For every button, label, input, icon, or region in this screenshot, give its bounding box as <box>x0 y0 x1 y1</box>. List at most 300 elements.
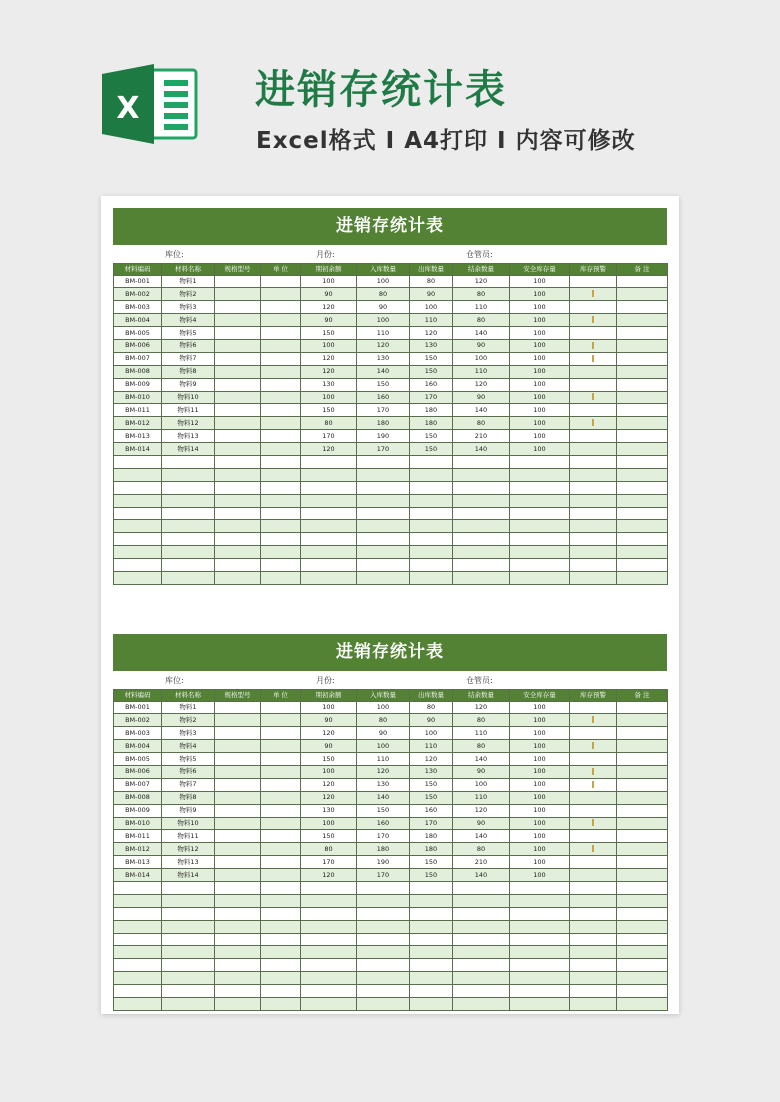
table-cell[interactable] <box>357 494 410 507</box>
table-cell[interactable] <box>215 907 261 920</box>
table-cell[interactable] <box>570 972 617 985</box>
table-cell[interactable] <box>617 804 668 817</box>
table-cell[interactable] <box>215 455 261 468</box>
table-cell[interactable] <box>261 804 301 817</box>
table-cell[interactable] <box>261 830 301 843</box>
table-cell[interactable] <box>261 455 301 468</box>
table-cell[interactable] <box>410 907 453 920</box>
table-cell[interactable]: BM-007 <box>114 352 162 365</box>
table-cell[interactable]: 140 <box>357 365 410 378</box>
table-cell[interactable] <box>410 881 453 894</box>
table-cell[interactable]: 180 <box>357 843 410 856</box>
table-cell[interactable]: 80 <box>453 288 510 301</box>
table-cell[interactable]: 100 <box>301 817 357 830</box>
table-cell[interactable]: 180 <box>410 417 453 430</box>
table-cell[interactable]: 90 <box>453 339 510 352</box>
table-cell[interactable]: BM-013 <box>114 856 162 869</box>
table-cell[interactable] <box>617 843 668 856</box>
table-cell[interactable]: 物料13 <box>162 856 215 869</box>
table-cell[interactable] <box>570 365 617 378</box>
table-cell[interactable] <box>617 571 668 584</box>
table-cell[interactable] <box>617 881 668 894</box>
table-cell[interactable] <box>357 520 410 533</box>
table-cell[interactable] <box>261 946 301 959</box>
table-cell[interactable]: BM-002 <box>114 714 162 727</box>
table-cell[interactable] <box>114 920 162 933</box>
table-cell[interactable]: 120 <box>357 765 410 778</box>
table-cell[interactable] <box>215 856 261 869</box>
table-cell[interactable]: 100 <box>510 275 570 288</box>
table-cell[interactable] <box>215 571 261 584</box>
table-cell[interactable] <box>510 933 570 946</box>
table-cell[interactable] <box>261 533 301 546</box>
table-cell[interactable]: 100 <box>510 727 570 740</box>
table-cell[interactable] <box>357 997 410 1010</box>
table-cell[interactable]: 110 <box>453 301 510 314</box>
table-cell[interactable]: 170 <box>410 391 453 404</box>
table-cell[interactable]: 物料13 <box>162 430 215 443</box>
table-cell[interactable] <box>301 571 357 584</box>
table-cell[interactable]: 物料7 <box>162 778 215 791</box>
table-cell[interactable]: 180 <box>410 830 453 843</box>
table-cell[interactable] <box>453 933 510 946</box>
table-cell[interactable]: BM-009 <box>114 804 162 817</box>
table-cell[interactable] <box>261 443 301 456</box>
table-cell[interactable]: 90 <box>301 740 357 753</box>
table-cell[interactable]: 物料3 <box>162 727 215 740</box>
table-cell[interactable]: 100 <box>510 740 570 753</box>
table-cell[interactable] <box>162 997 215 1010</box>
table-cell[interactable] <box>357 571 410 584</box>
table-cell[interactable]: 100 <box>357 701 410 714</box>
table-cell[interactable]: 140 <box>453 404 510 417</box>
table-cell[interactable] <box>162 920 215 933</box>
table-cell[interactable] <box>570 443 617 456</box>
table-cell[interactable] <box>410 946 453 959</box>
table-cell[interactable]: 90 <box>357 727 410 740</box>
table-cell[interactable] <box>357 468 410 481</box>
table-cell[interactable] <box>570 778 617 791</box>
table-cell[interactable] <box>410 920 453 933</box>
table-cell[interactable]: BM-014 <box>114 869 162 882</box>
table-cell[interactable]: 100 <box>510 288 570 301</box>
table-cell[interactable] <box>261 920 301 933</box>
table-cell[interactable]: 100 <box>510 404 570 417</box>
table-cell[interactable]: 90 <box>301 314 357 327</box>
table-cell[interactable] <box>114 468 162 481</box>
table-cell[interactable] <box>570 314 617 327</box>
table-cell[interactable] <box>215 417 261 430</box>
table-cell[interactable] <box>261 997 301 1010</box>
table-cell[interactable] <box>617 443 668 456</box>
table-cell[interactable] <box>570 714 617 727</box>
table-cell[interactable] <box>570 404 617 417</box>
table-cell[interactable]: 100 <box>510 714 570 727</box>
table-cell[interactable]: BM-013 <box>114 430 162 443</box>
table-cell[interactable] <box>215 507 261 520</box>
table-cell[interactable]: 物料8 <box>162 365 215 378</box>
table-cell[interactable]: 物料8 <box>162 791 215 804</box>
table-cell[interactable]: 120 <box>357 339 410 352</box>
table-cell[interactable]: 90 <box>453 817 510 830</box>
table-cell[interactable]: BM-011 <box>114 830 162 843</box>
table-cell[interactable] <box>261 546 301 559</box>
table-cell[interactable] <box>617 546 668 559</box>
table-cell[interactable] <box>261 327 301 340</box>
table-cell[interactable]: 100 <box>510 778 570 791</box>
table-cell[interactable] <box>617 339 668 352</box>
table-cell[interactable] <box>617 817 668 830</box>
table-cell[interactable]: 150 <box>410 352 453 365</box>
table-cell[interactable]: 190 <box>357 430 410 443</box>
table-cell[interactable] <box>617 920 668 933</box>
table-cell[interactable] <box>114 881 162 894</box>
table-cell[interactable] <box>617 430 668 443</box>
table-cell[interactable] <box>301 997 357 1010</box>
table-cell[interactable] <box>570 546 617 559</box>
table-cell[interactable] <box>570 946 617 959</box>
table-cell[interactable]: 140 <box>453 830 510 843</box>
table-cell[interactable] <box>215 765 261 778</box>
table-cell[interactable] <box>301 455 357 468</box>
table-cell[interactable]: 110 <box>410 314 453 327</box>
table-cell[interactable] <box>510 546 570 559</box>
table-cell[interactable] <box>261 843 301 856</box>
table-cell[interactable]: 物料9 <box>162 804 215 817</box>
table-cell[interactable]: 150 <box>410 869 453 882</box>
table-cell[interactable] <box>261 907 301 920</box>
table-cell[interactable]: 140 <box>453 327 510 340</box>
table-cell[interactable]: 150 <box>301 830 357 843</box>
table-cell[interactable] <box>410 972 453 985</box>
table-cell[interactable] <box>301 533 357 546</box>
table-cell[interactable]: 150 <box>301 753 357 766</box>
table-cell[interactable] <box>261 869 301 882</box>
table-cell[interactable] <box>162 455 215 468</box>
table-cell[interactable] <box>215 881 261 894</box>
table-cell[interactable] <box>261 275 301 288</box>
table-cell[interactable]: 80 <box>410 275 453 288</box>
table-cell[interactable] <box>215 404 261 417</box>
table-cell[interactable]: 100 <box>510 753 570 766</box>
table-cell[interactable]: 130 <box>301 378 357 391</box>
table-cell[interactable] <box>301 920 357 933</box>
table-cell[interactable] <box>617 481 668 494</box>
table-cell[interactable] <box>357 894 410 907</box>
table-cell[interactable]: 160 <box>410 378 453 391</box>
table-cell[interactable] <box>570 959 617 972</box>
table-cell[interactable] <box>215 830 261 843</box>
table-cell[interactable] <box>570 507 617 520</box>
table-cell[interactable] <box>261 404 301 417</box>
table-cell[interactable]: 100 <box>301 701 357 714</box>
table-cell[interactable] <box>617 520 668 533</box>
table-cell[interactable] <box>215 985 261 998</box>
table-cell[interactable]: 150 <box>410 791 453 804</box>
table-cell[interactable]: 180 <box>410 404 453 417</box>
table-cell[interactable] <box>410 571 453 584</box>
table-cell[interactable]: 100 <box>510 365 570 378</box>
table-cell[interactable] <box>570 288 617 301</box>
table-cell[interactable] <box>215 946 261 959</box>
table-cell[interactable]: 100 <box>453 778 510 791</box>
table-cell[interactable]: 120 <box>301 352 357 365</box>
table-cell[interactable] <box>215 778 261 791</box>
table-cell[interactable]: 100 <box>510 301 570 314</box>
table-cell[interactable] <box>114 533 162 546</box>
table-cell[interactable] <box>114 520 162 533</box>
table-cell[interactable]: 120 <box>410 327 453 340</box>
table-cell[interactable] <box>357 481 410 494</box>
table-cell[interactable] <box>617 701 668 714</box>
table-cell[interactable] <box>570 533 617 546</box>
table-cell[interactable] <box>114 933 162 946</box>
table-cell[interactable] <box>261 391 301 404</box>
table-cell[interactable] <box>453 946 510 959</box>
table-cell[interactable] <box>215 520 261 533</box>
table-cell[interactable]: 100 <box>510 391 570 404</box>
table-cell[interactable]: 物料10 <box>162 391 215 404</box>
table-cell[interactable] <box>261 468 301 481</box>
table-cell[interactable] <box>570 791 617 804</box>
table-cell[interactable]: 100 <box>510 701 570 714</box>
table-cell[interactable] <box>215 894 261 907</box>
table-cell[interactable] <box>410 546 453 559</box>
table-cell[interactable] <box>570 920 617 933</box>
table-cell[interactable]: 190 <box>357 856 410 869</box>
table-cell[interactable] <box>617 507 668 520</box>
table-cell[interactable] <box>162 494 215 507</box>
table-cell[interactable] <box>162 559 215 572</box>
table-cell[interactable] <box>570 804 617 817</box>
table-cell[interactable] <box>570 701 617 714</box>
table-cell[interactable] <box>617 740 668 753</box>
table-cell[interactable] <box>453 546 510 559</box>
table-cell[interactable]: 100 <box>510 817 570 830</box>
table-cell[interactable] <box>570 430 617 443</box>
table-cell[interactable] <box>510 468 570 481</box>
table-cell[interactable] <box>261 765 301 778</box>
table-cell[interactable]: 100 <box>510 378 570 391</box>
table-cell[interactable]: 120 <box>453 804 510 817</box>
table-cell[interactable] <box>114 972 162 985</box>
table-cell[interactable] <box>617 933 668 946</box>
table-cell[interactable]: 130 <box>410 339 453 352</box>
table-cell[interactable]: 物料5 <box>162 753 215 766</box>
table-cell[interactable]: 80 <box>453 843 510 856</box>
table-cell[interactable] <box>301 946 357 959</box>
table-cell[interactable] <box>570 391 617 404</box>
table-cell[interactable] <box>617 972 668 985</box>
table-cell[interactable]: 100 <box>357 314 410 327</box>
table-cell[interactable]: 160 <box>410 804 453 817</box>
table-cell[interactable] <box>617 365 668 378</box>
table-cell[interactable] <box>215 817 261 830</box>
table-cell[interactable] <box>570 352 617 365</box>
table-cell[interactable] <box>410 481 453 494</box>
table-cell[interactable] <box>453 494 510 507</box>
table-cell[interactable] <box>215 494 261 507</box>
table-cell[interactable] <box>410 520 453 533</box>
table-cell[interactable]: 130 <box>357 778 410 791</box>
table-cell[interactable] <box>261 933 301 946</box>
table-cell[interactable]: 100 <box>510 765 570 778</box>
table-cell[interactable]: 100 <box>510 804 570 817</box>
table-cell[interactable]: BM-002 <box>114 288 162 301</box>
table-cell[interactable] <box>301 507 357 520</box>
table-cell[interactable]: 物料14 <box>162 869 215 882</box>
table-cell[interactable] <box>617 352 668 365</box>
table-cell[interactable] <box>357 920 410 933</box>
table-cell[interactable] <box>570 985 617 998</box>
table-cell[interactable]: 140 <box>453 443 510 456</box>
table-cell[interactable]: 150 <box>410 856 453 869</box>
table-cell[interactable] <box>617 301 668 314</box>
table-cell[interactable] <box>410 559 453 572</box>
table-cell[interactable] <box>114 494 162 507</box>
table-cell[interactable] <box>261 740 301 753</box>
table-cell[interactable]: 110 <box>410 740 453 753</box>
table-cell[interactable] <box>410 959 453 972</box>
table-cell[interactable] <box>261 817 301 830</box>
table-cell[interactable] <box>215 997 261 1010</box>
table-cell[interactable] <box>114 507 162 520</box>
table-cell[interactable] <box>301 959 357 972</box>
table-cell[interactable] <box>617 378 668 391</box>
table-cell[interactable] <box>215 533 261 546</box>
table-cell[interactable]: BM-001 <box>114 701 162 714</box>
table-cell[interactable] <box>453 455 510 468</box>
table-cell[interactable] <box>261 288 301 301</box>
table-cell[interactable]: 物料1 <box>162 275 215 288</box>
table-cell[interactable]: 物料7 <box>162 352 215 365</box>
table-cell[interactable]: BM-006 <box>114 765 162 778</box>
table-cell[interactable] <box>114 481 162 494</box>
table-cell[interactable]: 150 <box>357 804 410 817</box>
table-cell[interactable] <box>114 455 162 468</box>
table-cell[interactable]: 80 <box>453 740 510 753</box>
table-cell[interactable]: BM-004 <box>114 740 162 753</box>
table-cell[interactable]: 120 <box>453 701 510 714</box>
table-cell[interactable] <box>617 997 668 1010</box>
table-cell[interactable] <box>570 830 617 843</box>
table-cell[interactable] <box>617 830 668 843</box>
table-cell[interactable] <box>453 881 510 894</box>
table-cell[interactable] <box>570 933 617 946</box>
table-cell[interactable] <box>215 443 261 456</box>
table-cell[interactable]: 90 <box>301 714 357 727</box>
table-cell[interactable] <box>215 753 261 766</box>
table-cell[interactable] <box>261 494 301 507</box>
table-cell[interactable] <box>357 507 410 520</box>
table-cell[interactable]: 100 <box>453 352 510 365</box>
table-cell[interactable] <box>114 985 162 998</box>
table-cell[interactable]: 100 <box>357 275 410 288</box>
table-cell[interactable] <box>570 753 617 766</box>
table-cell[interactable] <box>261 559 301 572</box>
table-cell[interactable] <box>570 997 617 1010</box>
table-cell[interactable] <box>301 494 357 507</box>
table-cell[interactable] <box>570 869 617 882</box>
table-cell[interactable] <box>357 559 410 572</box>
table-cell[interactable] <box>453 997 510 1010</box>
table-cell[interactable] <box>617 907 668 920</box>
table-cell[interactable] <box>570 894 617 907</box>
table-cell[interactable]: 90 <box>453 391 510 404</box>
table-cell[interactable] <box>162 468 215 481</box>
table-cell[interactable] <box>453 907 510 920</box>
table-cell[interactable] <box>162 972 215 985</box>
table-cell[interactable] <box>114 546 162 559</box>
table-cell[interactable] <box>453 972 510 985</box>
table-cell[interactable]: 80 <box>301 417 357 430</box>
table-cell[interactable] <box>162 985 215 998</box>
table-cell[interactable]: 物料12 <box>162 417 215 430</box>
table-cell[interactable] <box>570 481 617 494</box>
table-cell[interactable] <box>261 778 301 791</box>
table-cell[interactable]: BM-003 <box>114 301 162 314</box>
table-cell[interactable]: 物料11 <box>162 404 215 417</box>
table-cell[interactable]: BM-011 <box>114 404 162 417</box>
table-cell[interactable]: 120 <box>301 778 357 791</box>
table-cell[interactable] <box>215 352 261 365</box>
table-cell[interactable] <box>510 959 570 972</box>
table-cell[interactable] <box>453 559 510 572</box>
table-cell[interactable] <box>510 520 570 533</box>
table-cell[interactable]: 物料1 <box>162 701 215 714</box>
table-cell[interactable] <box>261 791 301 804</box>
table-cell[interactable] <box>453 894 510 907</box>
table-cell[interactable] <box>162 959 215 972</box>
table-cell[interactable]: 物料10 <box>162 817 215 830</box>
table-cell[interactable] <box>617 727 668 740</box>
table-cell[interactable]: 170 <box>301 430 357 443</box>
table-cell[interactable]: 120 <box>301 365 357 378</box>
table-cell[interactable] <box>261 856 301 869</box>
table-cell[interactable] <box>617 288 668 301</box>
table-cell[interactable] <box>215 714 261 727</box>
table-cell[interactable]: 130 <box>357 352 410 365</box>
table-cell[interactable] <box>357 972 410 985</box>
table-cell[interactable]: 80 <box>357 288 410 301</box>
table-cell[interactable]: 160 <box>357 817 410 830</box>
table-cell[interactable]: 100 <box>410 301 453 314</box>
table-cell[interactable] <box>357 455 410 468</box>
table-cell[interactable]: 100 <box>410 727 453 740</box>
table-cell[interactable]: 物料12 <box>162 843 215 856</box>
table-cell[interactable] <box>617 391 668 404</box>
table-cell[interactable]: 120 <box>301 869 357 882</box>
table-cell[interactable] <box>453 468 510 481</box>
table-cell[interactable]: 170 <box>357 869 410 882</box>
table-cell[interactable] <box>617 327 668 340</box>
table-cell[interactable]: 80 <box>357 714 410 727</box>
table-cell[interactable] <box>301 559 357 572</box>
table-cell[interactable] <box>114 894 162 907</box>
table-cell[interactable] <box>162 507 215 520</box>
table-cell[interactable] <box>570 378 617 391</box>
table-cell[interactable]: 170 <box>410 817 453 830</box>
table-cell[interactable] <box>570 275 617 288</box>
table-cell[interactable]: 物料6 <box>162 765 215 778</box>
table-cell[interactable]: 140 <box>453 753 510 766</box>
table-cell[interactable]: 150 <box>410 430 453 443</box>
table-cell[interactable]: 80 <box>301 843 357 856</box>
table-cell[interactable]: 210 <box>453 430 510 443</box>
table-cell[interactable] <box>215 546 261 559</box>
table-cell[interactable]: 160 <box>357 391 410 404</box>
table-cell[interactable] <box>215 920 261 933</box>
